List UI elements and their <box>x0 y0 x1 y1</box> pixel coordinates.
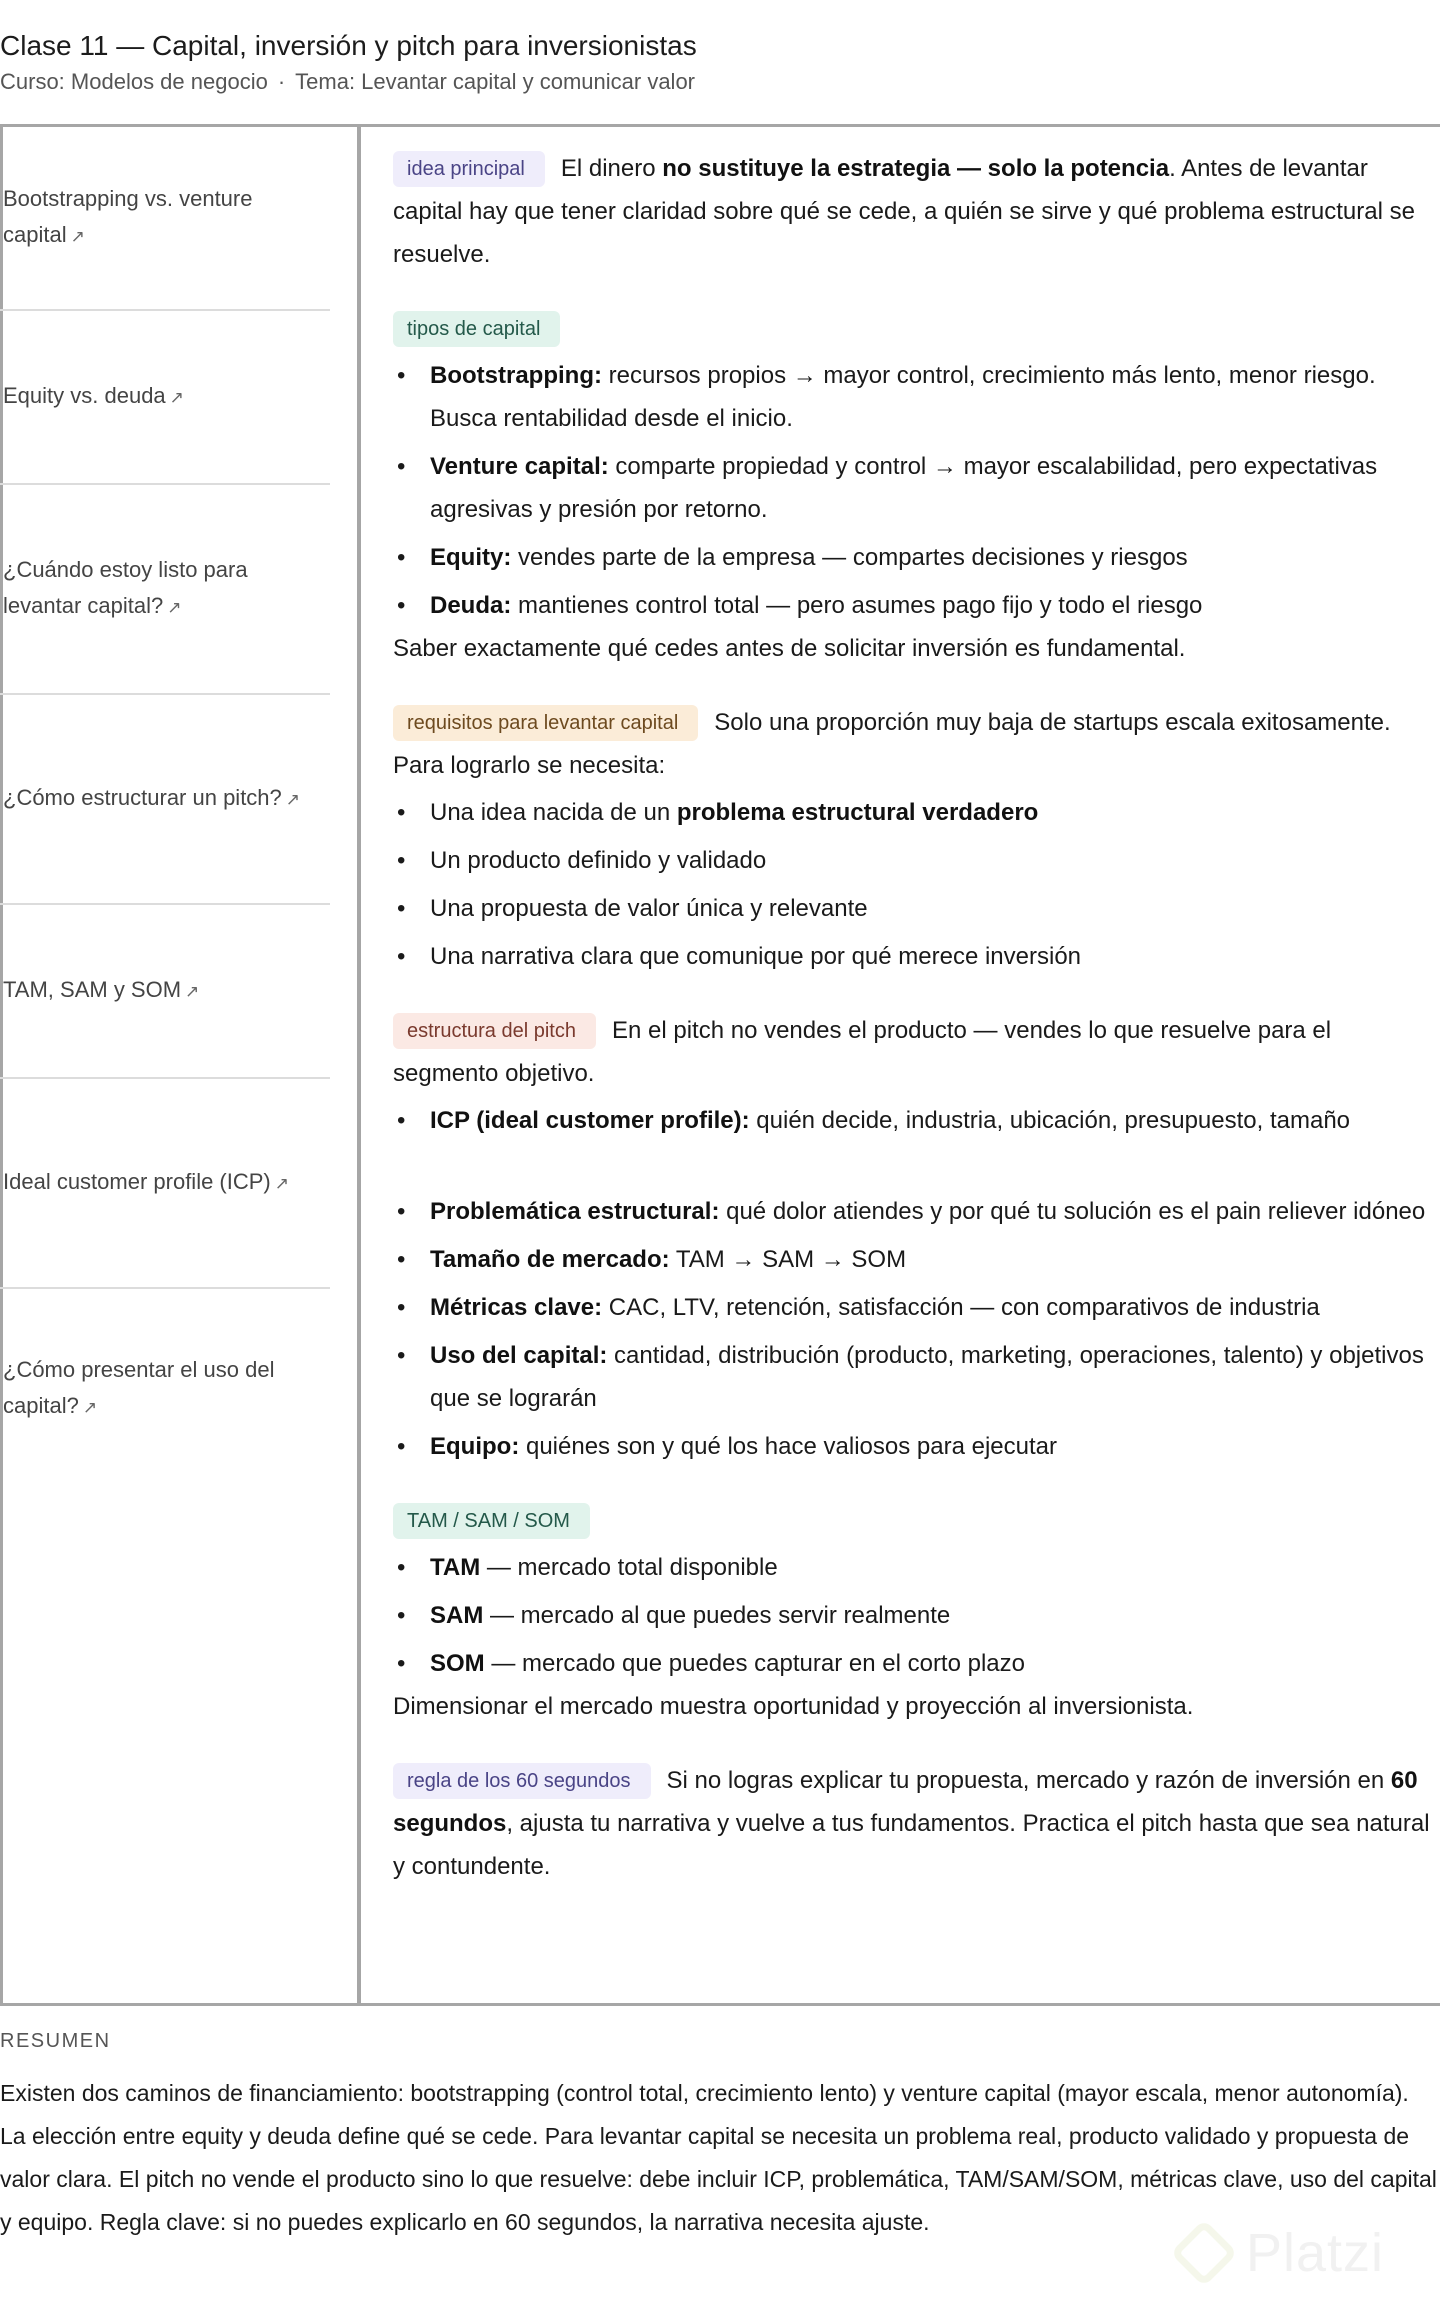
external-link-icon: ↗ <box>274 1174 290 1193</box>
section-tam <box>393 1499 1433 1728</box>
list-item <box>393 935 1433 978</box>
item-text: Una idea nacida de un <box>430 799 677 826</box>
page-title: Clase 11 — Capital, inversión y pitch para inversionistas <box>0 30 697 61</box>
item-text: — mercado total disponible <box>480 1554 778 1581</box>
list-item <box>393 839 1433 882</box>
section-tipos <box>393 307 1433 670</box>
sidebar-link-pitch[interactable] <box>0 780 300 818</box>
tag-requisitos: requisitos para levantar capital <box>393 705 698 741</box>
item-text: vendes parte de la empresa — compartes decisiones y riesgos <box>511 544 1188 571</box>
idea-text: El dinero <box>560 155 663 182</box>
sidebar-link-equity[interactable] <box>0 378 184 416</box>
subtitle-separator: · <box>277 69 286 94</box>
list-item <box>393 1286 1433 1329</box>
sidebar-item[interactable] <box>0 311 330 485</box>
column-divider <box>357 127 361 2003</box>
requisitos-list <box>393 791 1433 978</box>
list-item <box>393 1099 1433 1185</box>
item-term: problema estructural verdadero <box>676 799 1039 826</box>
item-term: SOM <box>430 1650 485 1677</box>
item-text: cantidad, distribución (producto, marketing, operaciones, talento) y objetivos que se lograrán <box>430 1342 1424 1412</box>
item-term: Bootstrapping: <box>430 362 602 389</box>
list-item <box>393 887 1433 930</box>
external-link-icon: ↗ <box>169 388 184 407</box>
tag-regla-60: regla de los 60 segundos <box>393 1763 651 1799</box>
item-text: quién decide, industria, ubicación, presupuesto, tamaño <box>749 1107 1351 1134</box>
platzi-watermark <box>1180 2222 1384 2284</box>
tipos-list <box>393 354 1433 627</box>
list-item <box>393 445 1433 531</box>
page-subtitle <box>0 68 697 96</box>
item-text: CAC, LTV, retención, satisfacción — con comparativos de industria <box>602 1294 1320 1321</box>
item-text: Una propuesta de valor única y relevante <box>430 895 868 922</box>
item-term: Problemática estructural: <box>430 1198 720 1225</box>
sidebar-item[interactable] <box>0 485 330 695</box>
section-requisitos <box>393 701 1433 978</box>
sidebar-item[interactable] <box>0 1289 330 1489</box>
notes-table <box>0 124 1440 2006</box>
list-item <box>393 791 1433 834</box>
tag-tam-sam-som: TAM / SAM / SOM <box>393 1503 590 1539</box>
item-term: SAM <box>430 1602 484 1629</box>
list-item <box>393 584 1433 627</box>
tag-tipos-capital: tipos de capital <box>393 311 560 347</box>
list-item <box>393 1238 1433 1281</box>
summary-label: RESUMEN <box>0 2030 111 2052</box>
tipos-footer: Saber exactamente qué cedes antes de solicitar inversión es fundamental. <box>393 635 1186 662</box>
idea-bold: no sustituye la estrategia — solo la potencia <box>662 155 1170 182</box>
list-item <box>393 1190 1433 1233</box>
item-term: Uso del capital: <box>430 1342 608 1369</box>
item-text: qué dolor atiendes y por qué tu solución es el pain reliever idóneo <box>719 1198 1426 1225</box>
list-item <box>393 1546 1433 1589</box>
sidebar-item[interactable] <box>0 905 330 1079</box>
course-label: Curso: Modelos de negocio <box>0 69 268 94</box>
sidebar-item[interactable] <box>0 1079 330 1289</box>
list-item <box>393 1334 1433 1420</box>
item-term: Deuda: <box>430 592 512 619</box>
external-link-icon: ↗ <box>285 790 301 809</box>
list-item <box>393 1425 1433 1468</box>
external-link-icon: ↗ <box>82 1398 98 1417</box>
sidebar-link-label: Equity vs. deuda <box>3 383 166 408</box>
estructura-list <box>393 1099 1433 1468</box>
sidebar-link-bootstrapping[interactable] <box>0 181 330 255</box>
platzi-logo-icon <box>1170 2219 1238 2287</box>
sidebar-questions <box>0 127 330 1489</box>
sidebar-link-capital-use[interactable] <box>0 1352 330 1426</box>
item-text: comparte propiedad y control → mayor escalabilidad, pero expectativas agresivas y presión por retorno. <box>430 453 1378 523</box>
external-link-icon: ↗ <box>167 598 182 617</box>
sidebar-link-label: ¿Cómo estructurar un pitch? <box>3 785 282 810</box>
idea-text-rest: . Antes de levantar capital hay que tener claridad sobre qué se cede, a quién se sirve y qué problema estructural se resuelve. <box>393 155 1415 268</box>
regla-bold: 60 segundos <box>393 1767 1418 1837</box>
list-item <box>393 536 1433 579</box>
section-estructura <box>393 1009 1433 1468</box>
sidebar-link-label: ¿Cómo presentar el uso del capital? <box>3 1357 275 1418</box>
item-term: TAM <box>430 1554 481 1581</box>
summary-text: Existen dos caminos de financiamiento: bootstrapping (control total, crecimiento lento) y venture capital (mayor escala, menor autonomía). La elección entre equity y deuda define qué se cede. Para levantar capital se necesita un problema real, producto validado y propuesta de valor clara. El pitch no vende el producto sino lo que resuelve: debe incluir ICP, problemática, TAM/SAM/SOM, métricas clave, uso del capital y equipo. Regla clave: si no puedes explicarlo en 60 segundos, la narrativa necesita ajuste. <box>0 2080 1437 2235</box>
item-text: Una narrativa clara que comunique por qué merece inversión <box>430 943 1082 970</box>
section-idea <box>393 147 1433 276</box>
estructura-intro: En el pitch no vendes el producto — vendes lo que resuelve para el segmento objetivo. <box>393 1017 1332 1087</box>
sidebar-link-icp[interactable] <box>0 1164 289 1202</box>
tam-footer: Dimensionar el mercado muestra oportunidad y proyección al inversionista. <box>393 1693 1194 1720</box>
list-item <box>393 1594 1433 1637</box>
item-term: Métricas clave: <box>430 1294 603 1321</box>
item-text: mantienes control total — pero asumes pago fijo y todo el riesgo <box>511 592 1203 619</box>
item-text: TAM → SAM → SOM <box>669 1246 907 1273</box>
item-text: Un producto definido y validado <box>430 847 767 874</box>
item-text: — mercado que puedes capturar en el corto plazo <box>484 1650 1025 1677</box>
sidebar-link-label: TAM, SAM y SOM <box>3 977 182 1002</box>
tam-list <box>393 1546 1433 1685</box>
sidebar-link-label: Bootstrapping vs. venture capital <box>3 186 253 247</box>
regla-text: Si no logras explicar tu propuesta, mercado y razón de inversión en <box>666 1767 1391 1794</box>
tag-estructura-pitch: estructura del pitch <box>393 1013 596 1049</box>
external-link-icon: ↗ <box>185 982 200 1001</box>
tag-idea-principal: idea principal <box>393 151 545 187</box>
list-item <box>393 1642 1433 1685</box>
item-term: Venture capital: <box>430 453 609 480</box>
topic-label: Tema: Levantar capital y comunicar valor <box>295 69 696 94</box>
item-text: recursos propios → mayor control, crecimiento más lento, menor riesgo. Busca rentabilidad desde el inicio. <box>430 362 1376 432</box>
page-header <box>0 28 697 96</box>
item-term: Equipo: <box>430 1433 520 1460</box>
item-term: ICP (ideal customer profile): <box>430 1107 750 1134</box>
watermark-text: Platzi <box>1246 2223 1385 2283</box>
list-item <box>393 354 1433 440</box>
sidebar-item[interactable] <box>0 127 330 311</box>
requisitos-intro: Solo una proporción muy baja de startups escala exitosamente. Para lograrlo se necesita: <box>393 709 1391 779</box>
section-regla <box>393 1759 1433 1888</box>
sidebar-link-ready[interactable] <box>0 552 330 626</box>
item-term: Equity: <box>430 544 512 571</box>
item-text: quiénes son y qué los hace valiosos para ejecutar <box>519 1433 1057 1460</box>
notes-content <box>393 147 1433 1919</box>
sidebar-link-label: ¿Cuándo estoy listo para levantar capital? <box>3 557 248 618</box>
item-term: Tamaño de mercado: <box>430 1246 670 1273</box>
external-link-icon: ↗ <box>70 227 85 246</box>
sidebar-item[interactable] <box>0 695 330 905</box>
sidebar-link-label: Ideal customer profile (ICP) <box>3 1169 271 1194</box>
item-text: — mercado al que puedes servir realmente <box>483 1602 951 1629</box>
regla-text-rest: , ajusta tu narrativa y vuelve a tus fundamentos. Practica el pitch hasta que sea natural y contundente. <box>393 1810 1430 1880</box>
sidebar-link-tam[interactable] <box>0 972 199 1010</box>
